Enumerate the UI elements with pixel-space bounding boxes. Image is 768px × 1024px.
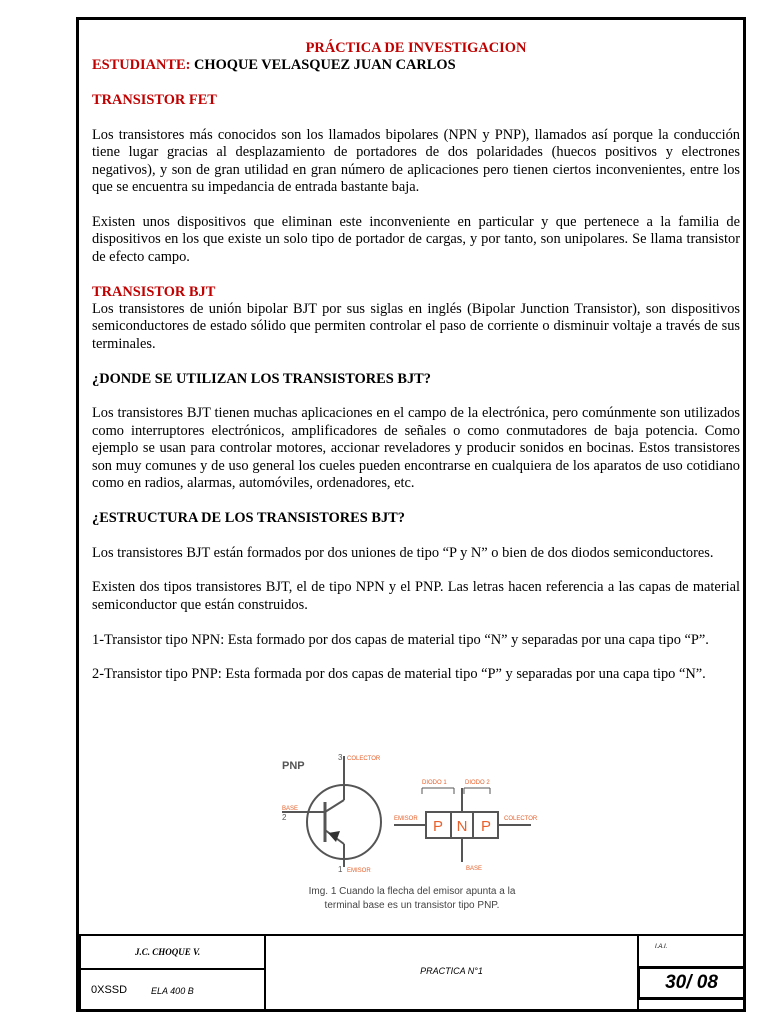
fet-heading: TRANSISTOR FET bbox=[92, 92, 217, 109]
layer-collector-label: COLECTOR bbox=[504, 816, 538, 822]
npn-description: 1-Transistor tipo NPN: Esta formado por dos capas de material tipo “N” y separadas por una capa tipo “P”. bbox=[92, 631, 709, 648]
diode-2-label: DIODO 2 bbox=[465, 780, 490, 786]
layer-n-label: N bbox=[456, 818, 468, 835]
student-line bbox=[92, 57, 740, 74]
layer-emitter-label: EMISOR bbox=[394, 816, 418, 822]
diode-1-label: DIODO 1 bbox=[422, 780, 447, 786]
structure-paragraph-1: Los transistores BJT están formados por dos uniones de tipo “P y N” o bien de dos diodos semiconductores. bbox=[92, 544, 714, 561]
question-2-heading: ¿ESTRUCTURA DE LOS TRANSISTORES BJT? bbox=[92, 509, 405, 526]
pin-2-label: 2 bbox=[282, 813, 287, 822]
small-label: I.A.I. bbox=[655, 944, 668, 950]
small-label-cell bbox=[637, 934, 746, 968]
course-label: ELA 400 B bbox=[151, 986, 194, 996]
symbol-collector-label: COLECTOR bbox=[347, 756, 381, 762]
document-body bbox=[92, 40, 740, 684]
structure-paragraph-2: Existen dos tipos transistores BJT, el de tipo NPN y el PNP. Las letras hacen referencia a las capas de material semiconductor que están construidos. bbox=[92, 579, 740, 613]
pin-3-label: 3 bbox=[338, 753, 343, 762]
date-label: 30/ 08 bbox=[665, 972, 718, 993]
question-1-heading: ¿DONDE SE UTILIZAN LOS TRANSISTORES BJT? bbox=[92, 370, 431, 387]
bjt-paragraph-1: Los transistores de unión bipolar BJT por sus siglas en inglés (Bipolar Junction Transistor), son dispositivos semiconductores de estado sólido que permiten controlar el paso de corriente o disminuir voltaje a través de sus terminales. bbox=[92, 301, 740, 352]
bjt-heading: TRANSISTOR BJT bbox=[92, 283, 216, 300]
layer-base-label: BASE bbox=[466, 866, 483, 872]
author-cell bbox=[79, 934, 266, 970]
page-title: PRÁCTICA DE INVESTIGACION bbox=[305, 40, 527, 56]
code-cell bbox=[79, 968, 266, 1012]
author-name: J.C. CHOQUE V. bbox=[135, 947, 201, 957]
fet-paragraph-2: Existen unos dispositivos que eliminan este inconveniente en particular y que pertenece a la familia de dispositivos en los que existe un solo tipo de portador de cargas, y por tanto, son unipolares. Se llama transistor de efecto campo. bbox=[92, 214, 740, 265]
symbol-emitter-label: EMISOR bbox=[347, 868, 371, 874]
question-1-paragraph: Los transistores BJT tienen muchas aplicaciones en el campo de la electrónica, pero comúnmente son utilizados como interruptores electrónicos, amplificadores de señales o como conmutadores de baja potencia. Como ejemplo se usan para controlar motores, accionar reveladores y producir sonidos en bocinas. Estos transistores son muy comunes y de uso general los cueles pueden encontrarse en cualquiera de los aparatos de uso cotidiano como en radios, alarmas, automóviles, ordenadores, etc. bbox=[92, 405, 740, 492]
title-block bbox=[79, 934, 746, 1012]
pnp-transistor-figure bbox=[276, 750, 548, 918]
figure-caption-line-1: Img. 1 Cuando la flecha del emisor apunta a la bbox=[308, 886, 516, 897]
code-label: 0XSSD bbox=[91, 984, 128, 996]
pnp-type-label: PNP bbox=[282, 760, 305, 772]
practice-label: PRACTICA N°1 bbox=[420, 966, 483, 976]
fet-paragraph-1: Los transistores más conocidos son los llamados bipolares (NPN y PNP), llamados así porque la conducción tiene lugar gracias al desplazamiento de portadores de dos polaridades (huecos positivos y electrones negativos), y son de gran utilidad en gran número de aplicaciones pero tienen ciertos inconvenientes, entre los que se encuentra su impedancia de entrada bastante baja. bbox=[92, 127, 740, 196]
symbol-base-label: BASE bbox=[282, 806, 299, 812]
layer-p1-label: P bbox=[432, 818, 444, 835]
pnp-description: 2-Transistor tipo PNP: Esta formada por dos capas de material tipo “P” y separadas por una capa tipo “N”. bbox=[92, 666, 706, 683]
student-label: ESTUDIANTE: bbox=[92, 57, 191, 74]
figure-caption-line-2: terminal base es un transistor tipo PNP. bbox=[324, 900, 500, 911]
date-cell bbox=[637, 966, 746, 1000]
pin-1-label: 1 bbox=[338, 865, 343, 874]
practice-cell bbox=[264, 934, 639, 1012]
student-name: CHOQUE VELASQUEZ JUAN CARLOS bbox=[193, 57, 456, 74]
layer-p2-label: P bbox=[480, 818, 492, 835]
